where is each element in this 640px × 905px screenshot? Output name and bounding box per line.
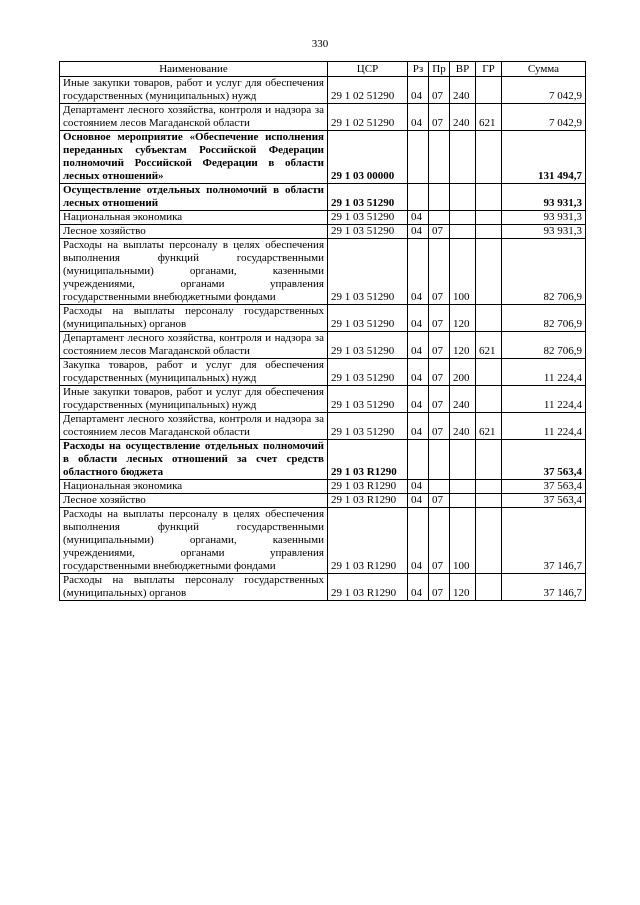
cell-sum: 37 146,7: [502, 508, 586, 574]
cell-gr: [476, 211, 502, 225]
cell-gr: [476, 77, 502, 104]
cell-sum: 11 224,4: [502, 413, 586, 440]
cell-vr: [450, 184, 476, 211]
cell-sum: 131 494,7: [502, 131, 586, 184]
cell-sum: 82 706,9: [502, 332, 586, 359]
cell-csr: 29 1 02 51290: [328, 77, 408, 104]
cell-sum: 7 042,9: [502, 104, 586, 131]
cell-vr: [450, 494, 476, 508]
header-vr: ВР: [450, 62, 476, 77]
cell-csr: 29 1 03 51290: [328, 211, 408, 225]
cell-rz: 04: [408, 574, 429, 601]
cell-vr: [450, 211, 476, 225]
cell-csr: 29 1 03 00000: [328, 131, 408, 184]
cell-sum: 93 931,3: [502, 184, 586, 211]
cell-csr: 29 1 03 R1290: [328, 574, 408, 601]
table-row: [60, 184, 586, 211]
cell-vr: 100: [450, 239, 476, 305]
cell-vr: 100: [450, 508, 476, 574]
table-row: [60, 440, 586, 480]
table-row: [60, 239, 586, 305]
cell-sum: 82 706,9: [502, 239, 586, 305]
header-gr: ГР: [476, 62, 502, 77]
cell-gr: [476, 386, 502, 413]
cell-name: Департамент лесного хозяйства, контроля и надзора за состоянием лесов Магаданской области: [60, 413, 328, 440]
cell-pr: [429, 184, 450, 211]
cell-gr: [476, 359, 502, 386]
cell-name: Лесное хозяйство: [60, 494, 328, 508]
cell-name: Лесное хозяйство: [60, 225, 328, 239]
table-row: [60, 494, 586, 508]
cell-csr: 29 1 03 R1290: [328, 508, 408, 574]
cell-vr: 240: [450, 77, 476, 104]
header-pr: Пр: [429, 62, 450, 77]
cell-rz: 04: [408, 359, 429, 386]
cell-csr: 29 1 03 51290: [328, 332, 408, 359]
table-row: [60, 211, 586, 225]
cell-pr: 07: [429, 225, 450, 239]
cell-name: Департамент лесного хозяйства, контроля и надзора за состоянием лесов Магаданской области: [60, 104, 328, 131]
cell-rz: 04: [408, 239, 429, 305]
cell-csr: 29 1 03 51290: [328, 239, 408, 305]
cell-name: Осуществление отдельных полномочий в области лесных отношений: [60, 184, 328, 211]
cell-rz: 04: [408, 225, 429, 239]
cell-name: Расходы на осуществление отдельных полномочий в области лесных отношений за счет средств областного бюджета: [60, 440, 328, 480]
cell-vr: 200: [450, 359, 476, 386]
cell-rz: [408, 440, 429, 480]
cell-gr: [476, 480, 502, 494]
cell-gr: 621: [476, 104, 502, 131]
table-row: [60, 359, 586, 386]
cell-csr: 29 1 03 51290: [328, 184, 408, 211]
table-row: [60, 413, 586, 440]
cell-pr: 07: [429, 494, 450, 508]
cell-name: Расходы на выплаты персоналу в целях обеспечения выполнения функций государственными (муниципальными) органами, казенными учреждениями, органами управления государственными внебюджетными фондами: [60, 508, 328, 574]
cell-pr: 07: [429, 574, 450, 601]
cell-csr: 29 1 02 51290: [328, 104, 408, 131]
cell-rz: [408, 131, 429, 184]
cell-pr: 07: [429, 305, 450, 332]
table-row: [60, 480, 586, 494]
cell-vr: 120: [450, 332, 476, 359]
table-row: [60, 305, 586, 332]
cell-csr: 29 1 03 51290: [328, 305, 408, 332]
cell-sum: 93 931,3: [502, 225, 586, 239]
table-row: [60, 104, 586, 131]
cell-gr: [476, 508, 502, 574]
cell-sum: 37 563,4: [502, 494, 586, 508]
cell-csr: 29 1 03 51290: [328, 225, 408, 239]
cell-vr: 120: [450, 305, 476, 332]
cell-vr: 240: [450, 104, 476, 131]
table-row: [60, 574, 586, 601]
cell-vr: 240: [450, 386, 476, 413]
cell-sum: 11 224,4: [502, 359, 586, 386]
cell-rz: 04: [408, 386, 429, 413]
cell-vr: [450, 131, 476, 184]
cell-vr: [450, 480, 476, 494]
cell-gr: [476, 239, 502, 305]
cell-gr: 621: [476, 413, 502, 440]
cell-name: Расходы на выплаты персоналу в целях обеспечения выполнения функций государственными (муниципальными) органами, казенными учреждениями, органами управления государственными внебюджетными фондами: [60, 239, 328, 305]
cell-rz: 04: [408, 305, 429, 332]
budget-table: [59, 61, 586, 601]
table-row: [60, 131, 586, 184]
cell-vr: 120: [450, 574, 476, 601]
table-row: [60, 332, 586, 359]
cell-name: Основное мероприятие «Обеспечение исполнения переданных субъектам Российской Федерации полномочий Российской Федерации в области лесных отношений»: [60, 131, 328, 184]
cell-rz: [408, 184, 429, 211]
cell-name: Закупка товаров, работ и услуг для обеспечения государственных (муниципальных) нужд: [60, 359, 328, 386]
cell-pr: 07: [429, 508, 450, 574]
cell-pr: 07: [429, 77, 450, 104]
cell-gr: [476, 494, 502, 508]
cell-rz: 04: [408, 494, 429, 508]
cell-csr: 29 1 03 51290: [328, 386, 408, 413]
cell-name: Расходы на выплаты персоналу государственных (муниципальных) органов: [60, 305, 328, 332]
header-sum: Сумма: [502, 62, 586, 77]
cell-gr: [476, 131, 502, 184]
cell-rz: 04: [408, 211, 429, 225]
cell-sum: 93 931,3: [502, 211, 586, 225]
cell-pr: 07: [429, 332, 450, 359]
table-row: [60, 386, 586, 413]
cell-rz: 04: [408, 508, 429, 574]
table-body: [60, 77, 586, 601]
cell-csr: 29 1 03 R1290: [328, 480, 408, 494]
cell-name: Иные закупки товаров, работ и услуг для обеспечения государственных (муниципальных) нужд: [60, 77, 328, 104]
cell-pr: [429, 480, 450, 494]
table-row: [60, 508, 586, 574]
cell-rz: 04: [408, 480, 429, 494]
page-number: 330: [311, 38, 329, 50]
cell-gr: 621: [476, 332, 502, 359]
cell-csr: 29 1 03 51290: [328, 359, 408, 386]
cell-name: Национальная экономика: [60, 480, 328, 494]
header-row: [60, 62, 586, 77]
cell-csr: 29 1 03 R1290: [328, 494, 408, 508]
cell-vr: [450, 225, 476, 239]
cell-vr: [450, 440, 476, 480]
cell-name: Департамент лесного хозяйства, контроля и надзора за состоянием лесов Магаданской области: [60, 332, 328, 359]
cell-sum: 82 706,9: [502, 305, 586, 332]
cell-rz: 04: [408, 332, 429, 359]
cell-csr: 29 1 03 51290: [328, 413, 408, 440]
cell-gr: [476, 184, 502, 211]
cell-pr: [429, 131, 450, 184]
cell-name: Национальная экономика: [60, 211, 328, 225]
cell-rz: 04: [408, 413, 429, 440]
cell-pr: 07: [429, 413, 450, 440]
cell-sum: 37 563,4: [502, 480, 586, 494]
header-csr: ЦСР: [328, 62, 408, 77]
cell-gr: [476, 574, 502, 601]
cell-name: Иные закупки товаров, работ и услуг для обеспечения государственных (муниципальных) нужд: [60, 386, 328, 413]
header-rz: Рз: [408, 62, 429, 77]
table-row: [60, 225, 586, 239]
cell-sum: 7 042,9: [502, 77, 586, 104]
cell-sum: 11 224,4: [502, 386, 586, 413]
header-name: Наименование: [60, 62, 328, 77]
cell-pr: [429, 211, 450, 225]
cell-rz: 04: [408, 77, 429, 104]
cell-sum: 37 563,4: [502, 440, 586, 480]
cell-csr: 29 1 03 R1290: [328, 440, 408, 480]
table-row: [60, 77, 586, 104]
cell-gr: [476, 225, 502, 239]
cell-pr: 07: [429, 359, 450, 386]
cell-vr: 240: [450, 413, 476, 440]
cell-pr: 07: [429, 104, 450, 131]
cell-pr: [429, 440, 450, 480]
cell-name: Расходы на выплаты персоналу государственных (муниципальных) органов: [60, 574, 328, 601]
cell-pr: 07: [429, 239, 450, 305]
cell-gr: [476, 305, 502, 332]
cell-rz: 04: [408, 104, 429, 131]
cell-sum: 37 146,7: [502, 574, 586, 601]
cell-pr: 07: [429, 386, 450, 413]
cell-gr: [476, 440, 502, 480]
